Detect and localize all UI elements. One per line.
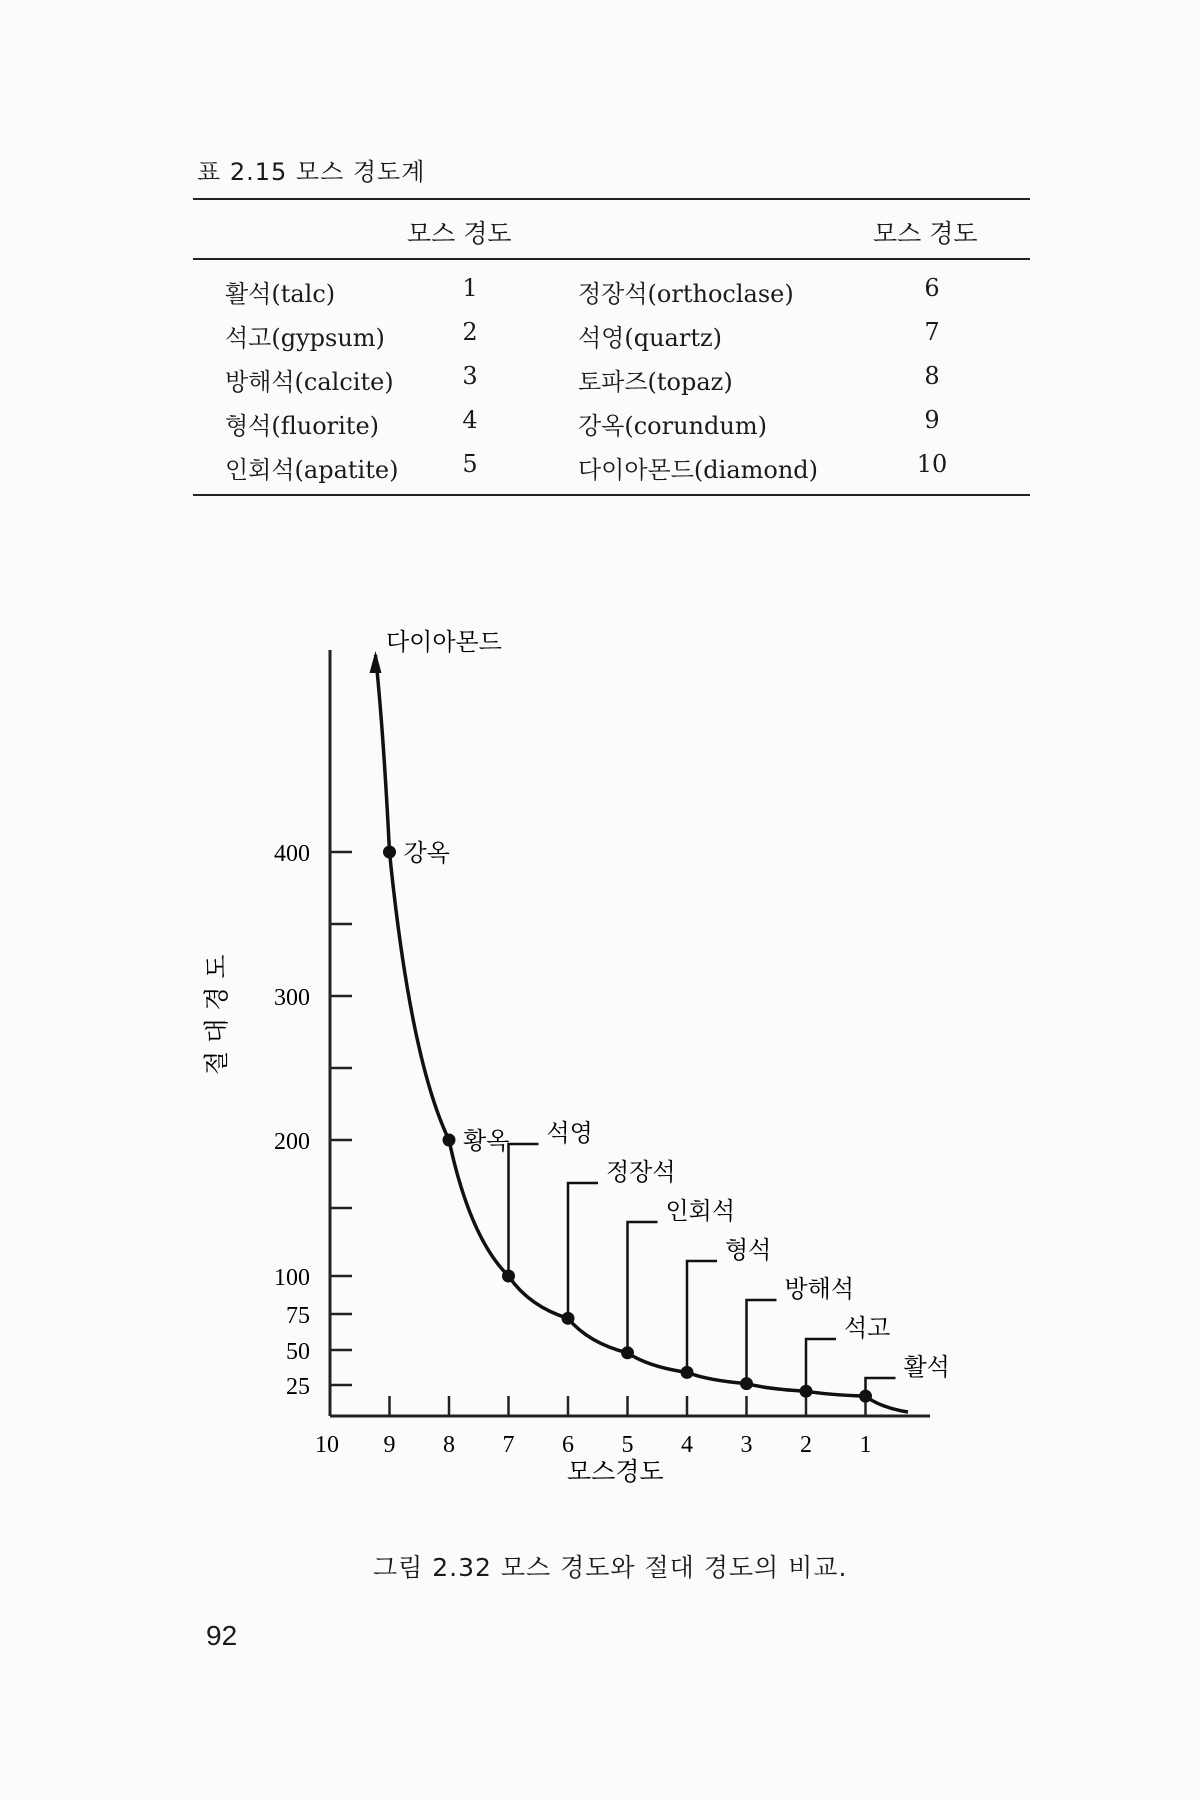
diamond-annotation: 다이아몬드 (386, 628, 502, 656)
point-label: 인회석 (665, 1197, 736, 1225)
leader-line (866, 1378, 896, 1390)
table-caption: 표 2.15 모스 경도계 (197, 158, 426, 186)
leader-line (628, 1222, 658, 1347)
table-header-right: 모스 경도 (873, 219, 978, 248)
point-label: 강옥 (403, 839, 450, 867)
x-tick-label: 5 (621, 1432, 634, 1458)
x-axis-label: 모스경도 (567, 1457, 664, 1486)
left-mohs-value: 5 (462, 450, 478, 478)
data-point (383, 846, 396, 859)
right-mineral-name: 강옥(corundum) (578, 412, 767, 440)
left-mohs-value: 4 (462, 406, 478, 434)
x-tick-label: 10 (315, 1432, 339, 1458)
y-tick-label: 25 (286, 1374, 310, 1400)
x-tick-label: 6 (562, 1432, 574, 1458)
right-mohs-value: 8 (924, 362, 940, 390)
data-point (562, 1312, 575, 1325)
y-tick-label: 300 (274, 985, 310, 1011)
data-point (621, 1346, 634, 1359)
x-tick-label: 3 (740, 1432, 753, 1458)
y-tick-label: 200 (274, 1129, 310, 1155)
point-label: 방해석 (784, 1275, 855, 1303)
point-label: 석영 (546, 1119, 593, 1147)
leader-line (509, 1144, 539, 1270)
point-label: 활석 (903, 1353, 950, 1381)
y-tick-label: 100 (274, 1265, 310, 1291)
left-mineral-name: 방해석(calcite) (225, 368, 394, 396)
right-mohs-value: 10 (916, 450, 948, 478)
table-header-left: 모스 경도 (407, 219, 512, 248)
y-axis-label: 절 대 경 도 (202, 954, 231, 1075)
left-mohs-value: 2 (462, 318, 478, 346)
right-mineral-name: 토파즈(topaz) (578, 368, 733, 396)
left-mineral-name: 인회석(apatite) (225, 456, 399, 484)
data-point (800, 1385, 813, 1398)
data-point (681, 1366, 694, 1379)
right-mohs-value: 7 (924, 318, 940, 346)
data-point (443, 1134, 456, 1147)
left-mohs-value: 1 (462, 274, 478, 302)
right-mohs-value: 6 (924, 274, 940, 302)
leader-line (806, 1339, 836, 1385)
x-tick-label: 7 (502, 1432, 515, 1458)
page-number: 92 (206, 1620, 238, 1651)
right-mineral-name: 정장석(orthoclase) (578, 280, 794, 308)
data-point (859, 1390, 872, 1403)
left-mohs-value: 3 (462, 362, 478, 390)
y-tick-label: 400 (274, 841, 310, 867)
right-mineral-name: 석영(quartz) (578, 324, 722, 352)
chart-marks (383, 839, 950, 1403)
leader-line (747, 1300, 777, 1378)
x-tick-label: 2 (800, 1432, 812, 1458)
data-point (502, 1270, 515, 1283)
left-mineral-name: 활석(talc) (225, 280, 336, 308)
x-tick-label: 8 (443, 1432, 455, 1458)
point-label: 황옥 (463, 1127, 510, 1155)
point-label: 정장석 (606, 1158, 676, 1186)
right-mohs-value: 9 (924, 406, 940, 434)
y-tick-label: 50 (286, 1339, 310, 1365)
chart-ticks (274, 841, 872, 1458)
leader-line (687, 1261, 717, 1366)
x-tick-label: 4 (681, 1432, 693, 1458)
point-label: 형석 (725, 1236, 772, 1264)
left-mineral-name: 석고(gypsum) (225, 324, 385, 352)
figure-caption: 그림 2.32 모스 경도와 절대 경도의 비교. (373, 1553, 848, 1582)
curve-arrowhead (370, 651, 382, 673)
point-label: 석고 (844, 1314, 891, 1342)
leader-line (568, 1183, 598, 1312)
x-tick-label: 1 (859, 1432, 872, 1458)
data-point (740, 1377, 753, 1390)
x-tick-label: 9 (383, 1432, 396, 1458)
right-mineral-name: 다이아몬드(diamond) (578, 456, 819, 484)
left-mineral-name: 형석(fluorite) (225, 412, 380, 440)
y-tick-label: 75 (286, 1303, 310, 1329)
